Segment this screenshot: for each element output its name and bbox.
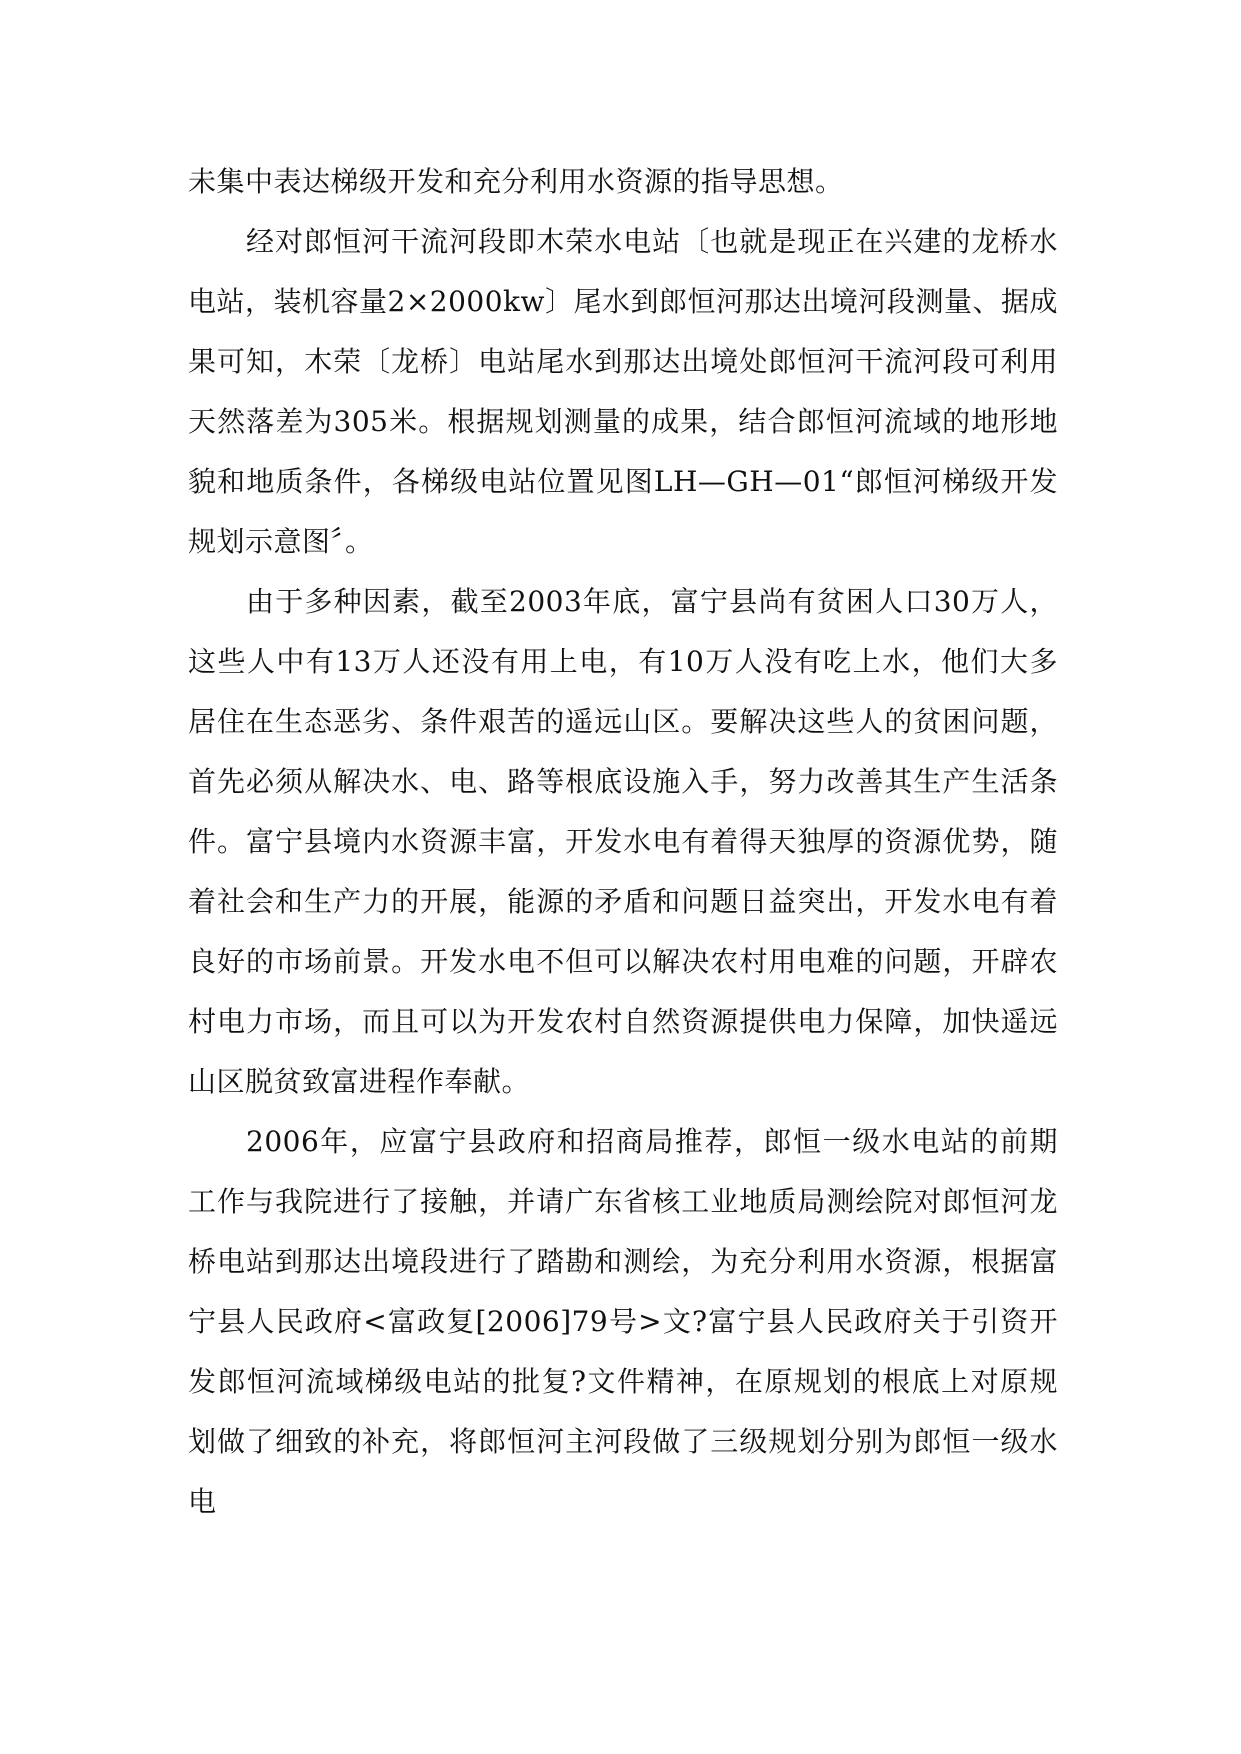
paragraph-poverty: 由于多种因素，截至2003年底，富宁县尚有贫困人口30万人，这些人中有13万人还没有用上电，有10万人没有吃上水，他们大多居住在生态恶劣、条件艰苦的遥远山区。要解决这些人的贫困问题，首先必须从解决水、电、路等根底设施入手，努力改善其生产生活条件。富宁县境内水资源丰富，开发水电有着得天独厚的资源优势，随着社会和生产力的开展，能源的矛盾和问题日益突出，开发水电有着良好的市场前景。开发水电不但可以解决农村用电难的问题，开辟农村电力市场，而且可以为开发农村自然资源提供电力保障，加快遥远山区脱贫致富进程作奉献。 bbox=[188, 585, 1058, 1098]
body-text bbox=[188, 152, 1058, 1532]
paragraph-continuation: 未集中表达梯级开发和充分利用水资源的指导思想。 bbox=[188, 165, 844, 198]
paragraph-planning: 2006年，应富宁县政府和招商局推荐，郎恒一级水电站的前期工作与我院进行了接触，并请广东省核工业地质局测绘院对郎恒河龙桥电站到那达出境段进行了踏勘和测绘，为充分利用水资源，根据富宁县人民政府<富政复[2006]79号>文?富宁县人民政府关于引资开发郎恒河流域梯级电站的批复?文件精神，在原规划的根底上对原规划做了细致的补充，将郎恒河主河段做了三级规划分别为郎恒一级水电 bbox=[188, 1125, 1058, 1518]
paragraph-survey: 经对郎恒河干流河段即木荣水电站〔也就是现正在兴建的龙桥水电站，装机容量2×2000kw〕尾水到郎恒河那达出境河段测量、据成果可知，木荣〔龙桥〕电站尾水到那达出境处郎恒河干流河段可利用天然落差为305米。根据规划测量的成果，结合郎恒河流域的地形地貌和地质条件，各梯级电站位置见图LH—GH—01“郎恒河梯级开发规划示意图〞。 bbox=[188, 225, 1058, 558]
